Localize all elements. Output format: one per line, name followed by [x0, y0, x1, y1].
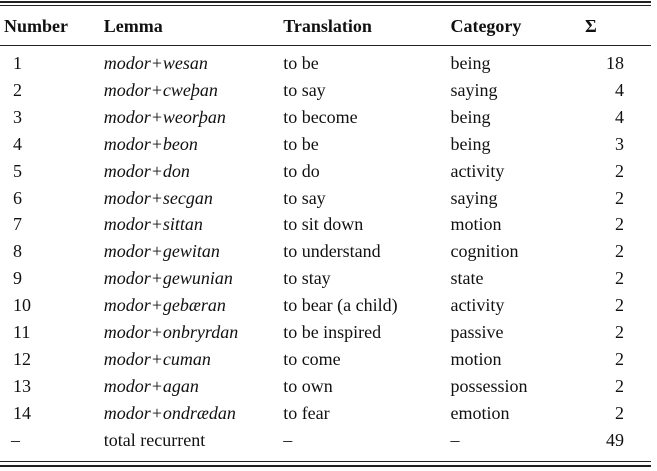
row-lemma: modor+sittan: [103, 214, 203, 235]
row-translation: to do: [283, 160, 320, 181]
row-translation: to be inspired: [283, 321, 382, 342]
table-row: [0, 185, 651, 212]
row-lemma: modor+gebæran: [103, 295, 226, 316]
table-body: [0, 44, 651, 453]
row-lemma: modor+weorþan: [103, 106, 226, 127]
row-number: 13: [13, 375, 31, 396]
row-category: state: [450, 268, 484, 289]
table-row: [0, 292, 651, 319]
row-sum: 2: [615, 160, 624, 181]
header-row: [0, 9, 651, 44]
row-number: 10: [13, 295, 31, 316]
bottom-rule: [0, 465, 651, 467]
row-number: 11: [13, 321, 31, 342]
row-number: 14: [13, 402, 31, 423]
row-lemma: modor+onbryrdan: [103, 321, 239, 342]
row-sum: 2: [615, 241, 624, 262]
top-rule-thin: [0, 5, 651, 6]
row-category: cognition: [450, 241, 519, 262]
row-lemma: modor+cuman: [103, 348, 211, 369]
row-sum: 2: [615, 187, 624, 208]
row-lemma: modor+cweþan: [103, 79, 218, 100]
row-number: 9: [13, 268, 22, 289]
row-category: passive: [450, 321, 504, 342]
row-lemma: modor+ondrædan: [103, 402, 236, 423]
row-category: activity: [450, 295, 505, 316]
table-row: [0, 131, 651, 158]
row-lemma: modor+secgan: [103, 187, 213, 208]
row-translation: to own: [283, 375, 333, 396]
row-number: 6: [13, 187, 22, 208]
total-row: [0, 427, 651, 454]
table-row: [0, 265, 651, 292]
table-row: [0, 346, 651, 373]
row-sum: 4: [615, 79, 624, 100]
table-row: [0, 44, 651, 77]
total-number: –: [11, 429, 20, 450]
total-label: total recurrent: [103, 429, 206, 450]
row-category: motion: [450, 348, 502, 369]
row-lemma: modor+gewitan: [103, 241, 220, 262]
header-number: Number: [4, 16, 68, 36]
row-translation: to understand: [283, 241, 381, 262]
table-row: [0, 400, 651, 427]
table-row: [0, 319, 651, 346]
row-translation: to say: [283, 187, 326, 208]
table-row: [0, 104, 651, 131]
header-sum: Σ: [584, 16, 597, 36]
row-number: 3: [13, 106, 22, 127]
header-translation: Translation: [283, 16, 372, 36]
row-category: possession: [450, 375, 528, 396]
bottom-rule-thin: [0, 461, 651, 462]
row-translation: to say: [283, 79, 326, 100]
row-translation: to stay: [283, 268, 331, 289]
row-category: being: [450, 52, 491, 73]
row-sum: 18: [606, 52, 624, 73]
row-sum: 2: [615, 348, 624, 369]
table-row: [0, 77, 651, 104]
row-sum: 2: [615, 214, 624, 235]
row-sum: 2: [615, 402, 624, 423]
table-row: [0, 373, 651, 400]
row-category: activity: [450, 160, 505, 181]
row-lemma: modor+agan: [103, 375, 199, 396]
header-category: Category: [450, 16, 522, 36]
row-category: emotion: [450, 402, 510, 423]
table-row: [0, 238, 651, 265]
row-number: 8: [13, 241, 22, 262]
row-category: being: [450, 133, 491, 154]
row-number: 12: [13, 348, 31, 369]
top-rule: [0, 1, 651, 3]
row-category: saying: [450, 187, 498, 208]
table-row: [0, 211, 651, 238]
row-sum: 4: [615, 106, 624, 127]
row-number: 5: [13, 160, 22, 181]
row-translation: to be: [283, 52, 319, 73]
row-number: 4: [13, 133, 22, 154]
row-category: motion: [450, 214, 502, 235]
row-translation: to sit down: [283, 214, 364, 235]
row-sum: 2: [615, 268, 624, 289]
total-sum: 49: [606, 429, 624, 450]
row-translation: to come: [283, 348, 341, 369]
row-category: saying: [450, 79, 498, 100]
total-translation: –: [283, 429, 293, 450]
row-translation: to become: [283, 106, 358, 127]
row-number: 2: [13, 79, 22, 100]
row-number: 7: [13, 214, 22, 235]
row-translation: to fear: [283, 402, 330, 423]
row-lemma: modor+wesan: [103, 52, 208, 73]
row-translation: to be: [283, 133, 319, 154]
row-lemma: modor+gewunian: [103, 268, 233, 289]
table-row: [0, 158, 651, 185]
lemma-table: [0, 9, 651, 453]
row-lemma: modor+beon: [103, 133, 198, 154]
row-sum: 2: [615, 295, 624, 316]
header-lemma: Lemma: [103, 16, 163, 36]
row-category: being: [450, 106, 491, 127]
row-sum: 2: [615, 375, 624, 396]
row-sum: 2: [615, 321, 624, 342]
row-translation: to bear (a child): [283, 295, 398, 316]
row-number: 1: [13, 52, 22, 73]
row-sum: 3: [615, 133, 624, 154]
header-rule: [0, 45, 651, 46]
total-category: –: [450, 429, 460, 450]
row-lemma: modor+don: [103, 160, 190, 181]
